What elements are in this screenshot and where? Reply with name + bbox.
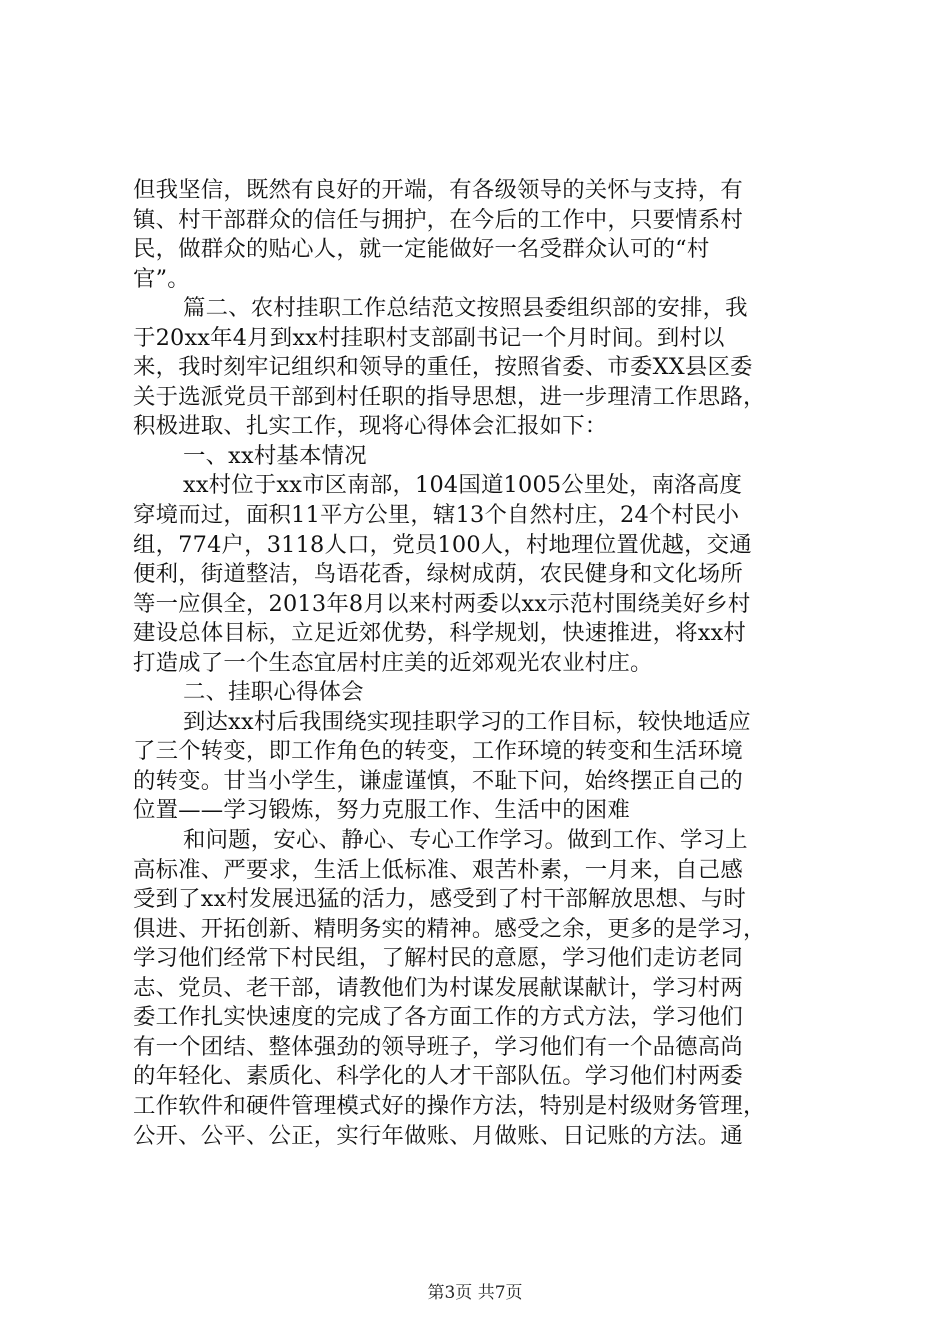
text-line: 志、党员、老干部，请教他们为村谋发展献谋献计，学习村两	[133, 974, 743, 1001]
text-line: 了三个转变，即工作角色的转变，工作环境的转变和生活环境	[133, 738, 743, 765]
text-line: 关于选派党员干部到村任职的指导思想，进一步理清工作思路，	[133, 383, 766, 410]
text-line: 积极进取、扎实工作，现将心得体会汇报如下：	[133, 413, 608, 440]
text-line: 俱进、开拓创新、精明务实的精神。感受之余，更多的是学习，	[133, 915, 766, 942]
text-line: 学习他们经常下村民组，了解村民的意愿，学习他们走访老同	[133, 945, 743, 972]
text-line: 便利，街道整洁，鸟语花香，绿树成荫，农民健身和文化场所	[133, 561, 743, 588]
text-line: 委工作扎实快速度的完成了各方面工作的方式方法，学习他们	[133, 1004, 743, 1031]
text-line: 等一应俱全，2013年8月以来村两委以xx示范村围绕美好乡村	[133, 590, 751, 617]
text-line: 建设总体目标，立足近郊优势，科学规划，快速推进，将xx村	[133, 620, 747, 647]
text-line: 受到了xx村发展迅猛的活力，感受到了村干部解放思想、与时	[133, 886, 747, 913]
text-line: 穿境而过，面积11平方公里，辖13个自然村庄，24个村民小	[133, 502, 740, 529]
text-line: 但我坚信，既然有良好的开端，有各级领导的关怀与支持，有	[133, 177, 743, 203]
text-line: 民，做群众的贴心人，就一定能做好一名受群众认可的“村	[133, 236, 710, 263]
text-line: 官”。	[133, 265, 190, 292]
text-line: 高标准、严要求，生活上低标准、艰苦朴素，一月来，自己感	[133, 856, 743, 883]
text-line: 来，我时刻牢记组织和领导的重任，按照省委、市委XX县区委	[133, 354, 753, 381]
text-line: 的年轻化、素质化、科学化的人才干部队伍。学习他们村两委	[133, 1063, 743, 1090]
document-body	[133, 176, 823, 1151]
text-line: 工作软件和硬件管理模式好的操作方法，特别是村级财务管理，	[133, 1092, 766, 1119]
section-heading: 二、挂职心得体会	[183, 679, 364, 706]
text-line: 组，774户，3118人口，党员100人，村地理位置优越，交通	[133, 531, 752, 558]
text-line: 位置——学习锻炼，努力克服工作、生活中的困难	[133, 797, 630, 824]
text-line: 的转变。甘当小学生，谦虚谨慎，不耻下问，始终摆正自己的	[133, 767, 743, 794]
text-line: 和问题，安心、静心、专心工作学习。做到工作、学习上	[183, 827, 748, 854]
text-line: 到达xx村后我围绕实现挂职学习的工作目标，较快地适应	[183, 708, 751, 735]
page-number-label: 第3页 共7页	[427, 1283, 523, 1303]
text-line: 有一个团结、整体强劲的领导班子，学习他们有一个品德高尚	[133, 1033, 743, 1060]
text-line: 于20xx年4月到xx村挂职村支部副书记一个月时间。到村以	[133, 324, 725, 351]
section-heading: 一、xx村基本情况	[183, 442, 367, 469]
text-line: 公开、公平、公正，实行年做账、月做账、日记账的方法。通	[133, 1122, 743, 1149]
text-line: 篇二、农村挂职工作总结范文按照县委组织部的安排，我	[183, 295, 748, 322]
page-footer	[0, 1282, 950, 1304]
text-line: xx村位于xx市区南部，104国道1005公里处，南洛高度	[183, 472, 743, 499]
text-line: 打造成了一个生态宜居村庄美的近郊观光农业村庄。	[133, 649, 653, 676]
text-line: 镇、村干部群众的信任与拥护，在今后的工作中，只要情系村	[133, 206, 743, 233]
